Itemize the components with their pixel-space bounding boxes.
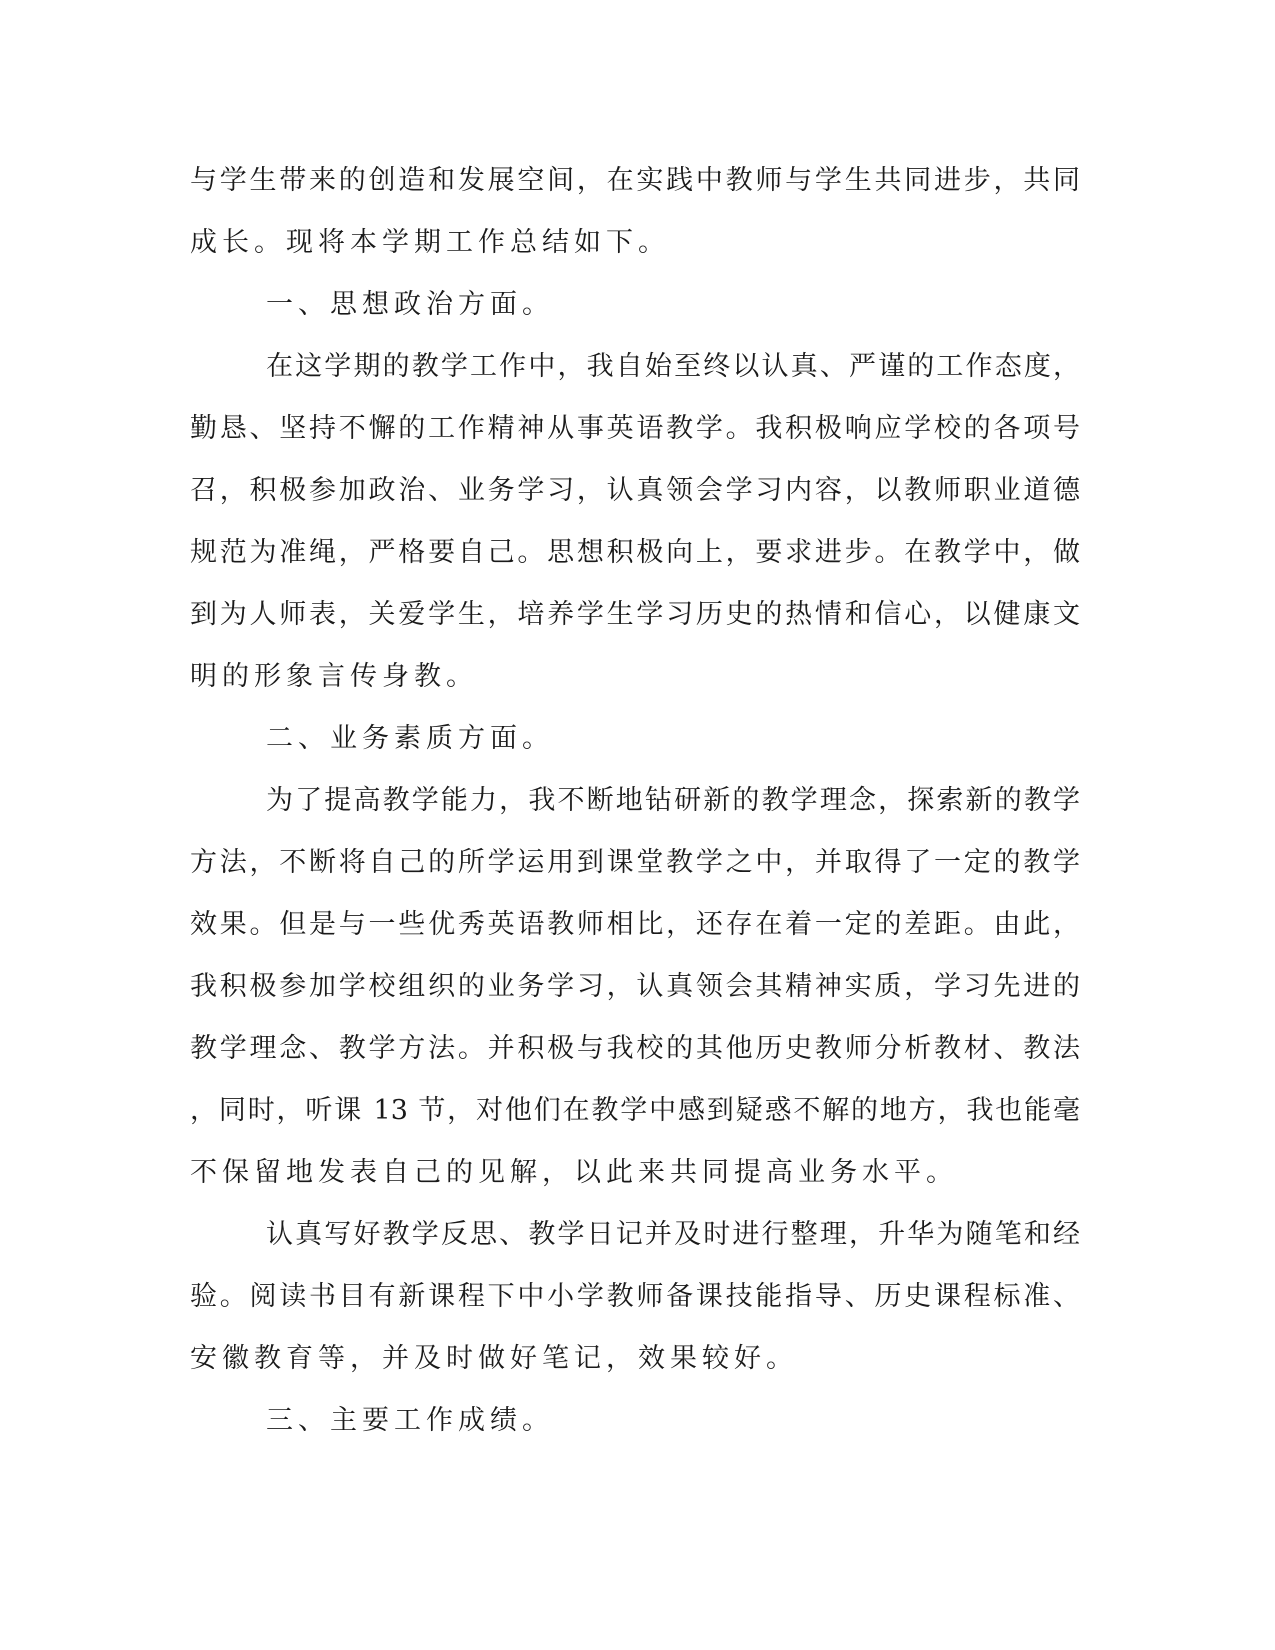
paragraph-line: 安徽教育等，并及时做好笔记，效果较好。 xyxy=(190,1343,798,1374)
section-heading: 一、思想政治方面。 xyxy=(266,289,554,320)
paragraph-line: 勤恳、坚持不懈的工作精神从事英语教学。我积极响应学校的各项号 xyxy=(190,413,1080,444)
paragraph-line: 在这学期的教学工作中，我自始至终以认真、严谨的工作态度， xyxy=(266,351,1080,382)
paragraph-line: 认真写好教学反思、教学日记并及时进行整理，升华为随笔和经 xyxy=(266,1219,1080,1250)
section-heading: 二、业务素质方面。 xyxy=(266,723,554,754)
paragraph-line: 规范为准绳，严格要自己。思想积极向上，要求进步。在教学中，做 xyxy=(190,537,1080,568)
paragraph-line: 我积极参加学校组织的业务学习，认真领会其精神实质，学习先进的 xyxy=(190,971,1080,1002)
paragraph-line: 为了提高教学能力，我不断地钻研新的教学理念，探索新的教学 xyxy=(266,785,1080,816)
document-body xyxy=(190,166,1080,1468)
paragraph-line: 验。阅读书目有新课程下中小学教师备课技能指导、历史课程标准、 xyxy=(190,1281,1080,1312)
paragraph-line: 不保留地发表自己的见解，以此来共同提高业务水平。 xyxy=(190,1157,958,1188)
paragraph-line: 与学生带来的创造和发展空间，在实践中教师与学生共同进步，共同 xyxy=(190,165,1080,196)
section-heading: 三、主要工作成绩。 xyxy=(266,1405,554,1436)
paragraph-line: 召，积极参加政治、业务学习，认真领会学习内容，以教师职业道德 xyxy=(190,475,1080,506)
paragraph-line: 方法，不断将自己的所学运用到课堂教学之中，并取得了一定的教学 xyxy=(190,847,1080,878)
paragraph-line: ，同时，听课 13 节，对他们在教学中感到疑惑不解的地方，我也能毫 xyxy=(190,1095,1080,1126)
paragraph-line: 教学理念、教学方法。并积极与我校的其他历史教师分析教材、教法 xyxy=(190,1033,1080,1064)
paragraph-line: 成长。现将本学期工作总结如下。 xyxy=(190,227,670,258)
paragraph-line: 明的形象言传身教。 xyxy=(190,661,478,692)
paragraph-line: 到为人师表，关爱学生，培养学生学习历史的热情和信心，以健康文 xyxy=(190,599,1080,630)
paragraph-line: 效果。但是与一些优秀英语教师相比，还存在着一定的差距。由此， xyxy=(190,909,1080,940)
